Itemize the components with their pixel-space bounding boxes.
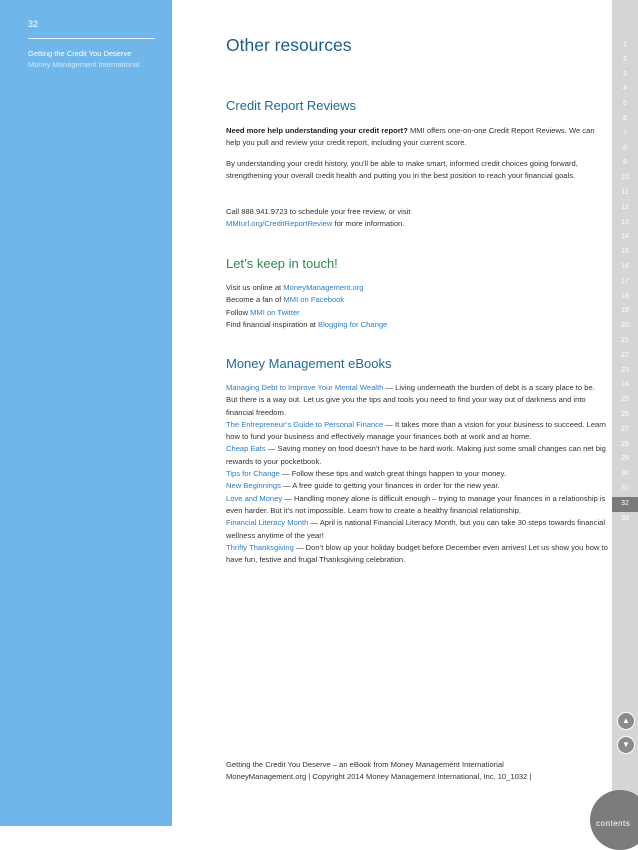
credit-intro: MMI offers one-on-one Credit Report Reviews. We can help you pull and review your credit report, including your current score. (226, 126, 595, 148)
page-link[interactable]: 14 (621, 233, 629, 241)
credit-paragraph-2: By understanding your credit history, you’ll be able to make smart, informed credit choices going forward, strengthening your overall credit health and putting you in the best position to reach your financial goals. (226, 159, 578, 181)
page-number-list (612, 38, 638, 526)
ebook-description: — Saving money on food doesn’t have to be hard work. Making just some small changes can net big rewards to your pocketbook. (226, 444, 606, 466)
ebook-link[interactable]: New Beginnings (226, 481, 281, 491)
page-link[interactable]: 2 (623, 55, 627, 63)
ebook-link[interactable]: Tips for Change (226, 469, 280, 479)
touch-text-twitter: Follow (226, 307, 251, 317)
page-link[interactable]: 6 (623, 114, 627, 122)
org-name: Money Management International (28, 60, 140, 69)
page-link[interactable]: 4 (623, 85, 627, 93)
page-link[interactable]: 1 (623, 41, 627, 48)
website-link[interactable]: MoneyManagement.org (283, 283, 364, 292)
ebook-item (226, 468, 608, 480)
ebook-description: — It takes more than a vision for your business to succeed. Learn how to fund your business and effectively manage your finances both at work and at home. (226, 419, 607, 442)
page-link[interactable]: 32 (612, 497, 638, 512)
page-link[interactable]: 31 (621, 484, 629, 492)
touch-line-website (226, 282, 608, 294)
call-tail: for more information. (332, 219, 405, 229)
page-link[interactable]: 29 (621, 455, 629, 463)
page-link[interactable]: 25 (621, 396, 629, 404)
page-link[interactable]: 21 (621, 336, 629, 344)
page-link[interactable]: 18 (621, 292, 629, 300)
page-link[interactable]: 30 (621, 470, 629, 478)
page-link[interactable]: 10 (621, 174, 629, 182)
credit-paragraph-1 (226, 125, 608, 150)
ebook-link[interactable]: Managing Debt to Improve Your Mental Wealth (226, 383, 384, 392)
ebook-description: — Living underneath the burden of debt is a scary place to be. But there is a way out. Let us give you the tips and tools you need to find your way out of darkness and into financial freedom. (226, 383, 595, 417)
left-sidebar (0, 0, 172, 826)
ebook-list (226, 382, 608, 566)
page-link[interactable]: 33 (621, 514, 629, 522)
page-link[interactable]: 23 (621, 366, 629, 374)
page-link[interactable]: 17 (621, 277, 629, 285)
page-link[interactable]: 24 (621, 381, 629, 389)
call-text: Call 888.941.9723 to schedule your free review, or visit (226, 207, 411, 216)
touch-text-blog: Find financial inspiration at (226, 319, 319, 329)
page-link[interactable]: 13 (621, 218, 629, 226)
page-link[interactable]: 28 (621, 440, 629, 448)
ebook-description: — Follow these tips and watch great things happen to your money. (279, 469, 506, 479)
facebook-link[interactable]: MMI on Facebook (283, 295, 345, 305)
sidebar-divider (28, 38, 155, 39)
touch-line-blog (226, 319, 608, 331)
credit-paragraph-3 (226, 206, 608, 231)
footer-line-1: Getting the Credit You Deserve – an eBook from Money Management International (226, 760, 504, 769)
page-link[interactable]: 11 (621, 188, 629, 196)
down-arrow-icon[interactable]: ▼ (617, 736, 635, 754)
ebook-item (226, 493, 608, 518)
ebook-description: — A free guide to getting your finances in order for the new year. (280, 481, 500, 491)
touch-line-twitter (226, 307, 608, 319)
up-arrow-icon[interactable]: ▲ (617, 712, 635, 730)
page-link[interactable]: 7 (623, 129, 627, 137)
ebook-link[interactable]: Cheap Eats (226, 444, 266, 454)
credit-review-link[interactable]: MMIurl.org/CreditReportReview (226, 219, 333, 229)
blog-link[interactable]: Blogging for Change (318, 319, 388, 329)
page-link[interactable]: 15 (621, 248, 629, 256)
touch-line-facebook (226, 294, 608, 306)
page-link[interactable]: 19 (621, 307, 629, 315)
page-link[interactable]: 9 (623, 159, 627, 167)
page-title: Other resources (226, 35, 352, 55)
page-link[interactable]: 22 (621, 351, 629, 359)
page-link[interactable]: 3 (623, 70, 627, 78)
ebook-link[interactable]: The Entrepreneur’s Guide to Personal Finance (226, 419, 384, 429)
page-link[interactable]: 26 (621, 410, 629, 418)
ebook-item (226, 517, 608, 542)
heading-ebooks: Money Management eBooks (226, 356, 392, 371)
ebook-item (226, 382, 608, 419)
ebook-description: — Handling money alone is difficult enough – trying to manage your finances in a relationship is even harder. But it’s not impossible. Learn how to create a healthy financial relationship. (226, 493, 606, 515)
footer-line-2: MoneyManagement.org | Copyright 2014 Money Management International, Inc. 10_1032 | (226, 772, 532, 782)
ebook-description: — April is national Financial Literacy Month, but you can take 30 steps towards financial wellness anytime of the year! (226, 518, 606, 540)
touch-text-website: Visit us online at (226, 283, 284, 292)
touch-list (226, 282, 608, 331)
twitter-link[interactable]: MMI on Twitter (250, 307, 300, 317)
page-link[interactable]: 12 (621, 203, 629, 211)
contents-button[interactable]: contents (590, 790, 638, 850)
page-link[interactable]: 20 (621, 322, 629, 330)
heading-keep-in-touch: Let’s keep in touch! (226, 256, 338, 271)
ebook-item (226, 443, 608, 468)
ebook-link[interactable]: Financial Literacy Month (226, 518, 309, 528)
page-link[interactable]: 16 (621, 262, 629, 270)
ebook-item (226, 419, 608, 444)
book-title: Getting the Credit You Deserve (28, 49, 132, 58)
touch-text-facebook: Become a fan of (226, 295, 284, 305)
page-nav-bar (612, 0, 638, 826)
page-footer (226, 759, 531, 784)
ebook-link[interactable]: Love and Money (226, 493, 283, 503)
page-link[interactable]: 27 (621, 425, 629, 433)
ebook-item (226, 480, 608, 492)
page-link[interactable]: 8 (623, 144, 627, 152)
ebook-item (226, 542, 608, 567)
ebook-link[interactable]: Thrifty Thanksgiving (226, 542, 294, 552)
page-number: 32 (28, 19, 39, 29)
heading-credit-report-reviews: Credit Report Reviews (226, 98, 357, 113)
credit-question: Need more help understanding your credit report? (226, 126, 408, 135)
page-link[interactable]: 5 (623, 100, 627, 108)
ebook-description: — Don’t blow up your holiday budget before December even arrives! Let us show you how to have fun, festive and frugal Thanksgiving celebration. (226, 542, 608, 565)
